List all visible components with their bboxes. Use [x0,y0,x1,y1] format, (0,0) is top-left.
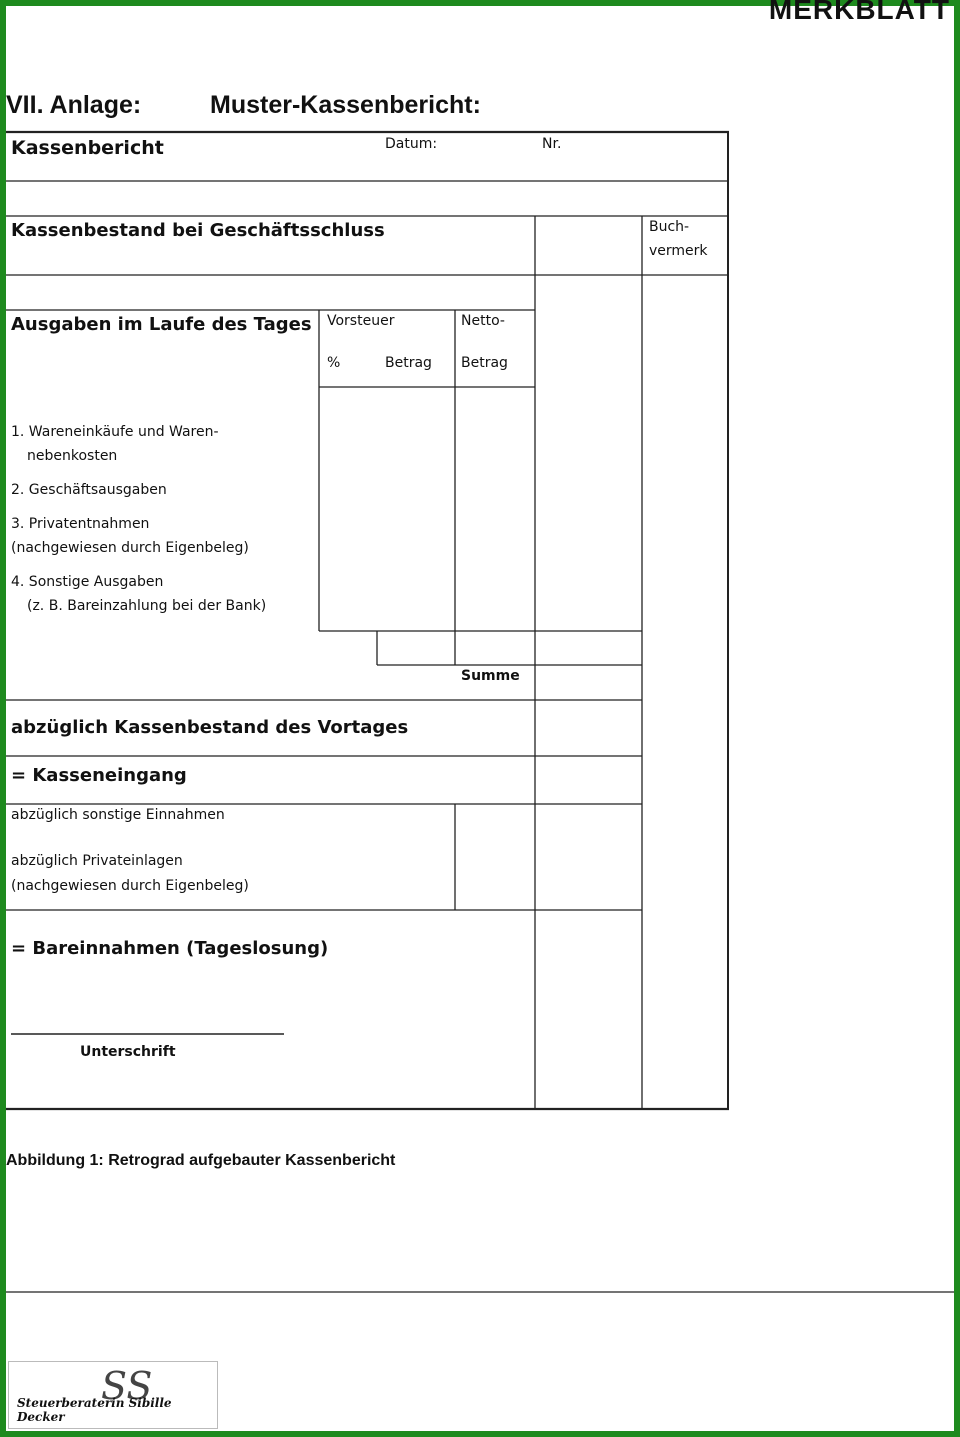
form-title: Kassenbericht [11,137,164,159]
header-title: MERKBLATT [768,0,950,25]
vorsteuer-label: Vorsteuer [327,313,395,329]
list-item: (nachgewiesen durch Eigenbeleg) [11,540,249,556]
logo-text: Steuerberaterin Sibille Decker [17,1396,172,1424]
percent-label: % [327,355,341,371]
ausgaben-label: Ausgaben im Laufe des Tages [11,314,312,335]
logo [8,1361,218,1429]
list-item: 4. Sonstige Ausgaben [11,574,164,590]
kasseneingang-label: = Kasseneingang [11,765,187,786]
vortag-label: abzüglich Kassenbestand des Vortages [11,717,409,738]
bareinnahmen-label: = Bareinnahmen (Tageslosung) [11,938,329,959]
figure-caption: Abbildung 1: Retrograd aufgebauter Kassenbericht [6,1152,396,1169]
logo-mark: SS [101,1364,153,1408]
list-item: 1. Wareneinkäufe und Waren- [11,424,219,440]
unterschrift-label: Unterschrift [80,1044,176,1060]
buchvermerk-label-2: vermerk [649,243,708,259]
netto-betrag-label: Betrag [461,355,508,371]
vorsteuer-betrag-label: Betrag [385,355,432,371]
section-number: VII. Anlage: [6,91,142,119]
list-item: 2. Geschäftsausgaben [11,482,167,498]
kassenbestand-label: Kassenbestand bei Geschäftsschluss [11,220,385,241]
list-item: (z. B. Bareinzahlung bei der Bank) [27,598,267,614]
sonstige-einnahmen-label: abzüglich sonstige Einnahmen [11,807,225,823]
section-title: Muster-Kassenbericht: [210,91,481,119]
datum-label: Datum: [385,136,438,152]
privateinlagen-label: abzüglich Privateinlagen [11,853,183,869]
privateinlagen-note: (nachgewiesen durch Eigenbeleg) [11,878,249,894]
list-item: nebenkosten [27,448,118,464]
summe-label: Summe [461,668,520,684]
buchvermerk-label-1: Buch- [649,219,690,235]
nr-label: Nr. [542,136,562,152]
netto-label: Netto- [461,313,505,329]
list-item: 3. Privatentnahmen [11,516,150,532]
